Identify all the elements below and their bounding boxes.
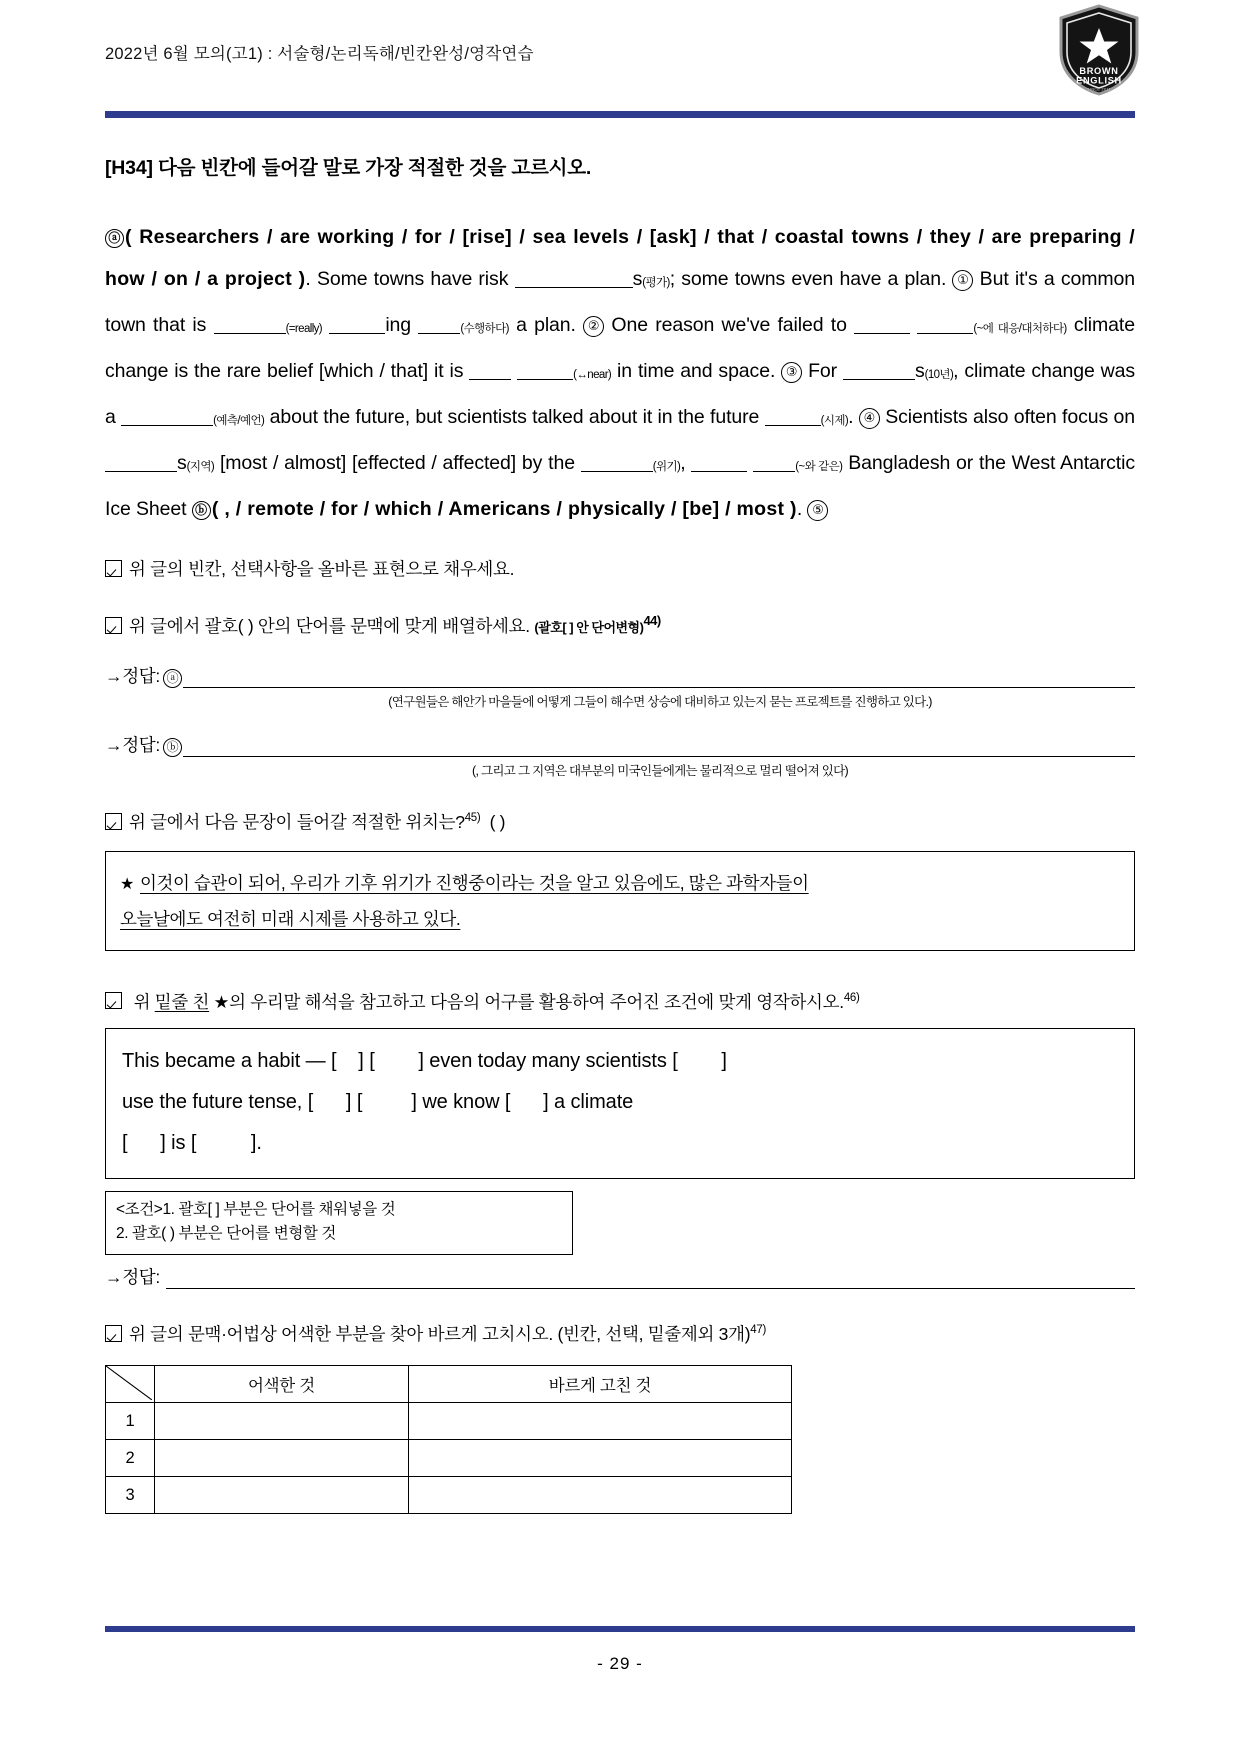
page-header: [105, 0, 1135, 105]
marker-b-icon: ⓑ: [192, 501, 211, 520]
blank-cope-2[interactable]: [917, 316, 973, 334]
task-3-footnote: 45): [464, 811, 481, 824]
position-marker-5[interactable]: ⑤: [807, 500, 828, 521]
position-marker-2[interactable]: ②: [583, 316, 604, 337]
gloss-4: (~에 대응/대처하다): [973, 323, 1067, 335]
task-4-underline: 밑줄 친: [154, 991, 210, 1012]
answer-row-a: [105, 663, 1135, 688]
answer-marker-a: ⓐ: [163, 669, 182, 688]
blank-such-2[interactable]: [753, 454, 795, 472]
writing-1d: ]: [721, 1050, 727, 1073]
gloss-9: (지역): [186, 461, 215, 473]
passage-seg-8: For: [802, 360, 843, 382]
row-fixed-cell[interactable]: [408, 1440, 791, 1477]
svg-text:SINCE 2011: SINCE 2011: [1087, 87, 1111, 92]
checkbox-icon[interactable]: [105, 560, 122, 577]
task-4-post: ★의 우리말 해석을 참고하고 다음의 어구를 활용하여 주어진 조건에 맞게 영작하시오.: [209, 991, 844, 1012]
answer-row-writing: [105, 1264, 1135, 1289]
row-wrong-cell[interactable]: [155, 1477, 409, 1514]
blank-tense[interactable]: [765, 408, 821, 426]
passage-seg-1: . Some towns have risk: [305, 268, 515, 290]
writing-3c: ].: [250, 1132, 262, 1155]
answer-label-b: →정답:: [105, 734, 160, 755]
gloss-1: (평가): [642, 277, 670, 289]
scramble-a: ( Researchers / are working / for / [rise] / sea levels / [ask] / that / coastal towns / they / are preparing / how / on / a project ): [105, 226, 1135, 290]
blank-crisis[interactable]: [581, 454, 653, 472]
insert-sentence-box: [105, 851, 1135, 951]
marker-a-icon: ⓐ: [105, 229, 124, 248]
passage-seg-16: .: [796, 498, 808, 520]
correction-table: [105, 1365, 792, 1514]
table-row: [106, 1440, 792, 1477]
condition-line-2: 2. 괄호( ) 부분은 단어를 변형할 것: [116, 1225, 336, 1243]
row-index: 3: [106, 1477, 155, 1514]
answer-translation-a: (연구원들은 해안가 마을들에 어떻게 그들이 해수면 상승에 대비하고 있는지 묻는 프로젝트를 진행하고 있다.): [388, 694, 932, 709]
page-title: [H34] 다음 빈칸에 들어갈 말로 가장 적절한 것을 고르시오.: [105, 157, 592, 179]
answer-input-a[interactable]: [183, 668, 1135, 688]
gloss-3: (수행하다): [460, 323, 509, 335]
scramble-b: ( , / remote / for / which / Americans / physically / [be] / most ): [211, 498, 797, 520]
passage-seg-12: Scientists also often focus on: [879, 406, 1135, 428]
task-4-footnote: 46): [843, 991, 860, 1004]
gloss-10: (위기): [652, 461, 681, 473]
writing-1b: ] [: [358, 1050, 375, 1073]
answer-marker-b: ⓑ: [163, 738, 182, 757]
task-translate-writing: [105, 985, 1135, 1015]
passage-seg-15: Bangladesh or the West Antarctic Ice Sheet: [105, 452, 1136, 520]
checkbox-icon[interactable]: [105, 1325, 122, 1342]
task-2-label: 위 글에서 괄호( ) 안의 단어를 문맥에 맞게 배열하세요.: [129, 615, 530, 636]
page-number: - 29 -: [597, 1654, 643, 1673]
position-marker-1[interactable]: ①: [952, 270, 973, 291]
english-writing-box: [105, 1028, 1135, 1179]
table-header-fixed: 바르게 고친 것: [408, 1366, 791, 1403]
writing-2d: ] a climate: [543, 1091, 634, 1114]
writing-line-3: [122, 1123, 1118, 1164]
row-fixed-cell[interactable]: [408, 1403, 791, 1440]
table-row: [106, 1477, 792, 1514]
answer-translation-b: (, 그리고 그 지역은 대부분의 미국인들에게는 물리적으로 멀리 떨어져 있다): [472, 763, 848, 778]
passage-seg-5: One reason we've failed to: [604, 314, 855, 336]
brown-english-logo: [1053, 2, 1145, 98]
writing-2b: ] [: [345, 1091, 363, 1114]
passage-seg-6: climate change is the rare belief [which / that] it is: [105, 314, 1135, 382]
table-row: [106, 1403, 792, 1440]
s-suffix-3: s: [177, 452, 187, 474]
task-2-note: (괄호[ ] 안 단어변형): [534, 619, 644, 635]
task-insert-position: [105, 805, 1135, 835]
ing-suffix: ing: [385, 314, 412, 336]
table-header-row: [106, 1366, 792, 1403]
passage-seg-4: a plan.: [508, 314, 584, 336]
breadcrumb: 2022년 6월 모의(고1) : 서술형/논리독해/빈칸완성/영작연습: [105, 45, 534, 63]
checkbox-icon[interactable]: [105, 617, 122, 634]
task-3-label: 위 글에서 다음 문장이 들어갈 적절한 위치는?: [129, 811, 465, 832]
writing-blank-1[interactable]: [336, 1041, 358, 1082]
task-5-label: 위 글의 문맥·어법상 어색한 부분을 찾아 바르게 고치시오. (빈칸, 선택, 밑줄제외 3개): [129, 1324, 751, 1345]
writing-blank-5[interactable]: [362, 1082, 411, 1123]
blank-really[interactable]: [214, 316, 286, 334]
s-suffix-2: s: [914, 360, 925, 382]
writing-1a: This became a habit — [: [122, 1050, 337, 1073]
blank-perform[interactable]: [418, 316, 460, 334]
writing-3b: ] is [: [160, 1132, 197, 1155]
passage-seg-14: ,: [680, 452, 692, 474]
svg-text:ENGLISH: ENGLISH: [1076, 75, 1122, 86]
answer-input-writing[interactable]: [166, 1269, 1135, 1289]
svg-text:BROWN: BROWN: [1079, 66, 1119, 76]
blank-ing-stem[interactable]: [329, 316, 385, 334]
table-corner-cell: [106, 1366, 155, 1403]
row-fixed-cell[interactable]: [408, 1477, 791, 1514]
gloss-6: (10년): [924, 369, 954, 381]
task-1-label: 위 글의 빈칸, 선택사항을 올바른 표현으로 채우세요.: [129, 559, 515, 579]
passage-body: [105, 216, 1135, 530]
answer-label-a: →정답:: [105, 665, 160, 686]
writing-2c: ] we know [: [411, 1091, 511, 1114]
footer-divider: [105, 1626, 1135, 1632]
blank-far-1[interactable]: [469, 362, 511, 380]
task-find-errors: [105, 1317, 1135, 1347]
correction-table-wrap: [105, 1365, 1135, 1514]
condition-line-1: <조건>1. 괄호[ ] 부분은 단어를 채워넣을 것: [116, 1201, 396, 1219]
answer-label-writing: →정답:: [105, 1267, 160, 1288]
gloss-5: (↔near): [573, 369, 612, 381]
writing-3a: [: [122, 1132, 128, 1155]
task-3-answer-paren[interactable]: ( ): [489, 811, 506, 832]
writing-blank-8[interactable]: [196, 1123, 251, 1164]
writing-2a: use the future tense, [: [122, 1091, 314, 1114]
writing-line-1: [122, 1041, 1118, 1082]
answer-row-b: [105, 732, 1135, 757]
task-2-footnote: 44): [643, 613, 661, 628]
table-header-wrong: 어색한 것: [155, 1366, 409, 1403]
header-divider: [105, 111, 1135, 118]
gloss-7: (예측/예언): [213, 415, 265, 427]
answer-input-b[interactable]: [183, 737, 1135, 757]
row-wrong-cell[interactable]: [155, 1440, 409, 1477]
passage-seg-2: ; some towns even have a plan.: [669, 268, 953, 290]
passage-seg-11: .: [848, 406, 859, 428]
writing-blank-2[interactable]: [375, 1041, 419, 1082]
conditions-box: [105, 1191, 573, 1255]
writing-line-2: [122, 1082, 1118, 1123]
writing-blank-7[interactable]: [127, 1123, 160, 1164]
passage-seg-10: about the future, but scientists talked about it in the future: [264, 406, 765, 428]
task-fill-blanks: [105, 556, 1135, 582]
writing-1c: ] even today many scientists [: [418, 1050, 678, 1073]
task-4-pre: 위: [133, 991, 155, 1012]
blank-cope-1[interactable]: [854, 316, 910, 334]
blank-region[interactable]: [105, 454, 177, 472]
blank-prediction[interactable]: [121, 408, 213, 426]
blank-far-2[interactable]: [517, 362, 573, 380]
gloss-2: (=really): [285, 323, 323, 335]
star-icon: ★: [120, 875, 134, 893]
passage-seg-13: [most / almost] [effected / affected] by the: [214, 452, 581, 474]
s-suffix-1: s: [632, 268, 643, 290]
row-index: 1: [106, 1403, 155, 1440]
row-index: 2: [106, 1440, 155, 1477]
insert-sentence-line-2: 오늘날에도 여전히 미래 시제를 사용하고 있다.: [120, 908, 461, 929]
checkbox-icon[interactable]: [105, 992, 122, 1009]
task-5-footnote: 47): [750, 1324, 766, 1337]
passage-seg-9: , climate change was a: [105, 360, 1136, 428]
row-wrong-cell[interactable]: [155, 1403, 409, 1440]
blank-such-1[interactable]: [691, 454, 747, 472]
gloss-8: (시제): [820, 415, 849, 427]
passage-seg-3: But it's a common town that is: [105, 268, 1135, 336]
checkbox-icon[interactable]: [105, 813, 122, 830]
writing-blank-3[interactable]: [678, 1041, 722, 1082]
gloss-11: (~와 같은): [795, 461, 843, 473]
position-marker-4[interactable]: ④: [859, 408, 880, 429]
task-arrange-words: [105, 608, 1135, 641]
blank-decade[interactable]: [843, 362, 915, 380]
insert-sentence-line-1: 이것이 습관이 되어, 우리가 기후 위기가 진행중이라는 것을 알고 있음에도, 많은 과학자들이: [139, 872, 809, 893]
position-marker-3[interactable]: ③: [781, 362, 802, 383]
writing-blank-4[interactable]: [313, 1082, 346, 1123]
writing-blank-6[interactable]: [510, 1082, 543, 1123]
passage-seg-7: in time and space.: [611, 360, 782, 382]
blank-risk[interactable]: [515, 270, 633, 288]
